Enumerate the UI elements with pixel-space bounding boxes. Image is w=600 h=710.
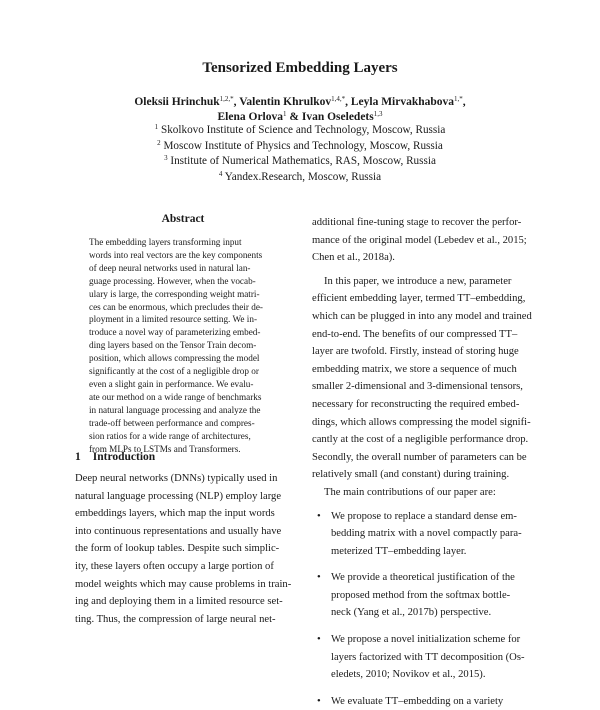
body-line: Secondly, the overall number of parameters can be: [312, 451, 527, 463]
abstract-heading: Abstract: [161, 213, 205, 225]
body-line: cantly at the cost of a negligible performance drop.: [312, 434, 529, 446]
abstract-body: [89, 236, 277, 455]
body-line: mance of the original model (Lebedev et al., 2015;: [312, 234, 527, 246]
abstract-line: words into real vectors are the key components: [89, 249, 263, 260]
author-affil-sup: 1,4,*: [331, 95, 346, 103]
section-heading: [75, 451, 305, 463]
abstract-line: ding layers based on the Tensor Train decom-: [89, 340, 257, 351]
affiliation-text: Skolkovo Institute of Science and Technology, Moscow, Russia: [160, 124, 446, 136]
abstract-line: in natural language processing and analyze the: [89, 404, 261, 415]
body-line: necessary for reconstructing the required embed-: [312, 398, 520, 410]
body-line: Chen et al., 2018a).: [312, 252, 395, 264]
bullet-line: We propose to replace a standard dense em-: [331, 510, 517, 522]
author-name: Valentin Khrulkov: [239, 96, 332, 108]
paper-title: Tensorized Embedding Layers: [202, 60, 398, 76]
author-separator: ,: [345, 96, 351, 108]
contribution-bullet: [312, 569, 534, 622]
body-line: end-to-end. The benefits of our compressed TT–: [312, 328, 518, 340]
body-line: relatively small (and constant) during training.: [312, 469, 510, 481]
bullet-line: eledets, 2010; Novikov et al., 2015).: [331, 669, 486, 681]
section-number: 1: [75, 451, 81, 463]
bullet-line: meterized TT–embedding layer.: [331, 545, 467, 557]
body-line: Deep neural networks (DNNs) typically used in: [75, 473, 278, 484]
abstract-line: sion ratios for a wide range of architectures,: [89, 430, 251, 441]
author-separator: ,: [233, 96, 240, 108]
body-line: which can be plugged in into any model and trained: [312, 310, 532, 322]
author-line-1: [0, 95, 600, 110]
affiliation-number: 3: [164, 154, 168, 162]
introduction-body: [75, 470, 297, 628]
bullet-line: neck (Yang et al., 2017b) perspective.: [331, 607, 492, 619]
bullet-line: We propose a novel initialization scheme for: [331, 634, 521, 646]
body-line: layer are twofold. Firstly, instead of storing huge: [312, 346, 519, 358]
affiliation: [0, 123, 600, 139]
bullet-line: bedding matrix with a novel compactly para-: [331, 528, 522, 540]
abstract-line: trade-off between performance and compres-: [89, 417, 255, 428]
affiliation-number: 2: [157, 138, 161, 147]
affiliation-text: Yandex.Research, Moscow, Russia: [224, 170, 382, 183]
body-line: the form of lookup tables. Despite such simplic-: [75, 543, 280, 555]
author-affil-sup: 1,3: [373, 110, 383, 118]
abstract-line: guage processing. However, when the vocab-: [89, 275, 256, 286]
affiliation-list: [0, 123, 600, 185]
bullet-line: We provide a theoretical justification of the: [331, 572, 515, 584]
contribution-bullet: [312, 508, 534, 561]
body-line: dings, which allows compressing the model signifi-: [312, 416, 531, 428]
body-line: into continuous representations and usually have: [75, 525, 282, 537]
abstract-line: ate our method on a wide range of benchmarks: [89, 391, 262, 402]
body-line: ing and deploying them in a limited resource set-: [75, 596, 283, 608]
abstract-line: The embedding layers transforming input: [89, 237, 242, 247]
affiliation: [0, 154, 600, 170]
abstract-line: ployment in a limited resource setting. We in-: [89, 314, 257, 325]
body-line: model weights which may cause problems in train-: [75, 578, 292, 590]
body-line: ity, these layers often occupy a large portion of: [75, 560, 274, 572]
bullet-line: layers factorized with TT decomposition (Os-: [331, 651, 525, 663]
affiliation-number: 1: [154, 123, 159, 131]
abstract-line: ulary is large, the corresponding weight matri-: [89, 288, 260, 299]
bullet-dot: •: [317, 634, 321, 646]
author-affil-sup: 1: [283, 110, 287, 118]
right-column: [312, 214, 534, 710]
author-name: Leyla Mirvakhabova: [350, 96, 455, 108]
body-line: In this paper, we introduce a new, parameter: [324, 275, 512, 287]
bullet-dot: •: [317, 695, 321, 707]
contribution-bullet: [312, 693, 534, 710]
author-list: [0, 95, 600, 125]
abstract-line: position, which allows compressing the model: [89, 353, 260, 364]
body-line: embeddings layers, which map the input words: [75, 508, 275, 520]
body-line: ting. Thus, the compression of large neural net-: [75, 613, 276, 625]
body-line: additional fine-tuning stage to recover the perfor-: [312, 217, 522, 228]
abstract-line: troduce a novel way of parameterizing embed-: [89, 327, 261, 338]
body-line: smaller 2-dimensional and 3-dimensional tensors,: [312, 381, 523, 393]
author-separator: &: [286, 111, 302, 123]
abstract-line: significantly at the cost of a negligible drop or: [89, 366, 259, 377]
section-title: Introduction: [92, 451, 156, 463]
author-name: Elena Orlova: [217, 111, 284, 123]
abstract-line: of deep neural networks used in natural lan-: [89, 262, 251, 273]
bullet-line: We evaluate TT–embedding on a variety: [331, 695, 504, 707]
affiliation-number: 4: [218, 169, 223, 178]
author-affil-sup: 1,2,*: [219, 95, 234, 103]
author-name: Ivan Oseledets: [301, 111, 374, 123]
abstract-line: ces can be enormous, which precludes their de-: [89, 301, 263, 312]
bullet-dot: •: [317, 510, 321, 522]
body-line: embedding matrix, we store a sequence of much: [312, 363, 517, 375]
affiliation: [0, 170, 600, 186]
contribution-bullet: [312, 631, 534, 684]
affiliation-text: Institute of Numerical Mathematics, RAS, Moscow, Russia: [170, 155, 436, 167]
author-name: Oleksii Hrinchuk: [134, 96, 220, 108]
bullet-dot: •: [317, 572, 321, 584]
author-separator: ,: [462, 96, 466, 108]
body-line: The main contributions of our paper are:: [324, 486, 496, 498]
bullet-line: proposed method from the softmax bottle-: [331, 589, 511, 601]
body-line: natural language processing (NLP) employ large: [75, 490, 282, 502]
abstract-line: even a slight gain in performance. We evalu-: [89, 378, 254, 389]
affiliation: [0, 139, 600, 155]
affiliation-text: Moscow Institute of Physics and Technology, Moscow, Russia: [163, 139, 443, 152]
author-affil-sup: 1,*: [454, 95, 463, 103]
body-line: efficient embedding layer, termed TT–embedding,: [312, 293, 526, 305]
abstract-line: from MLPs to LSTMs and Transformers.: [89, 443, 241, 454]
